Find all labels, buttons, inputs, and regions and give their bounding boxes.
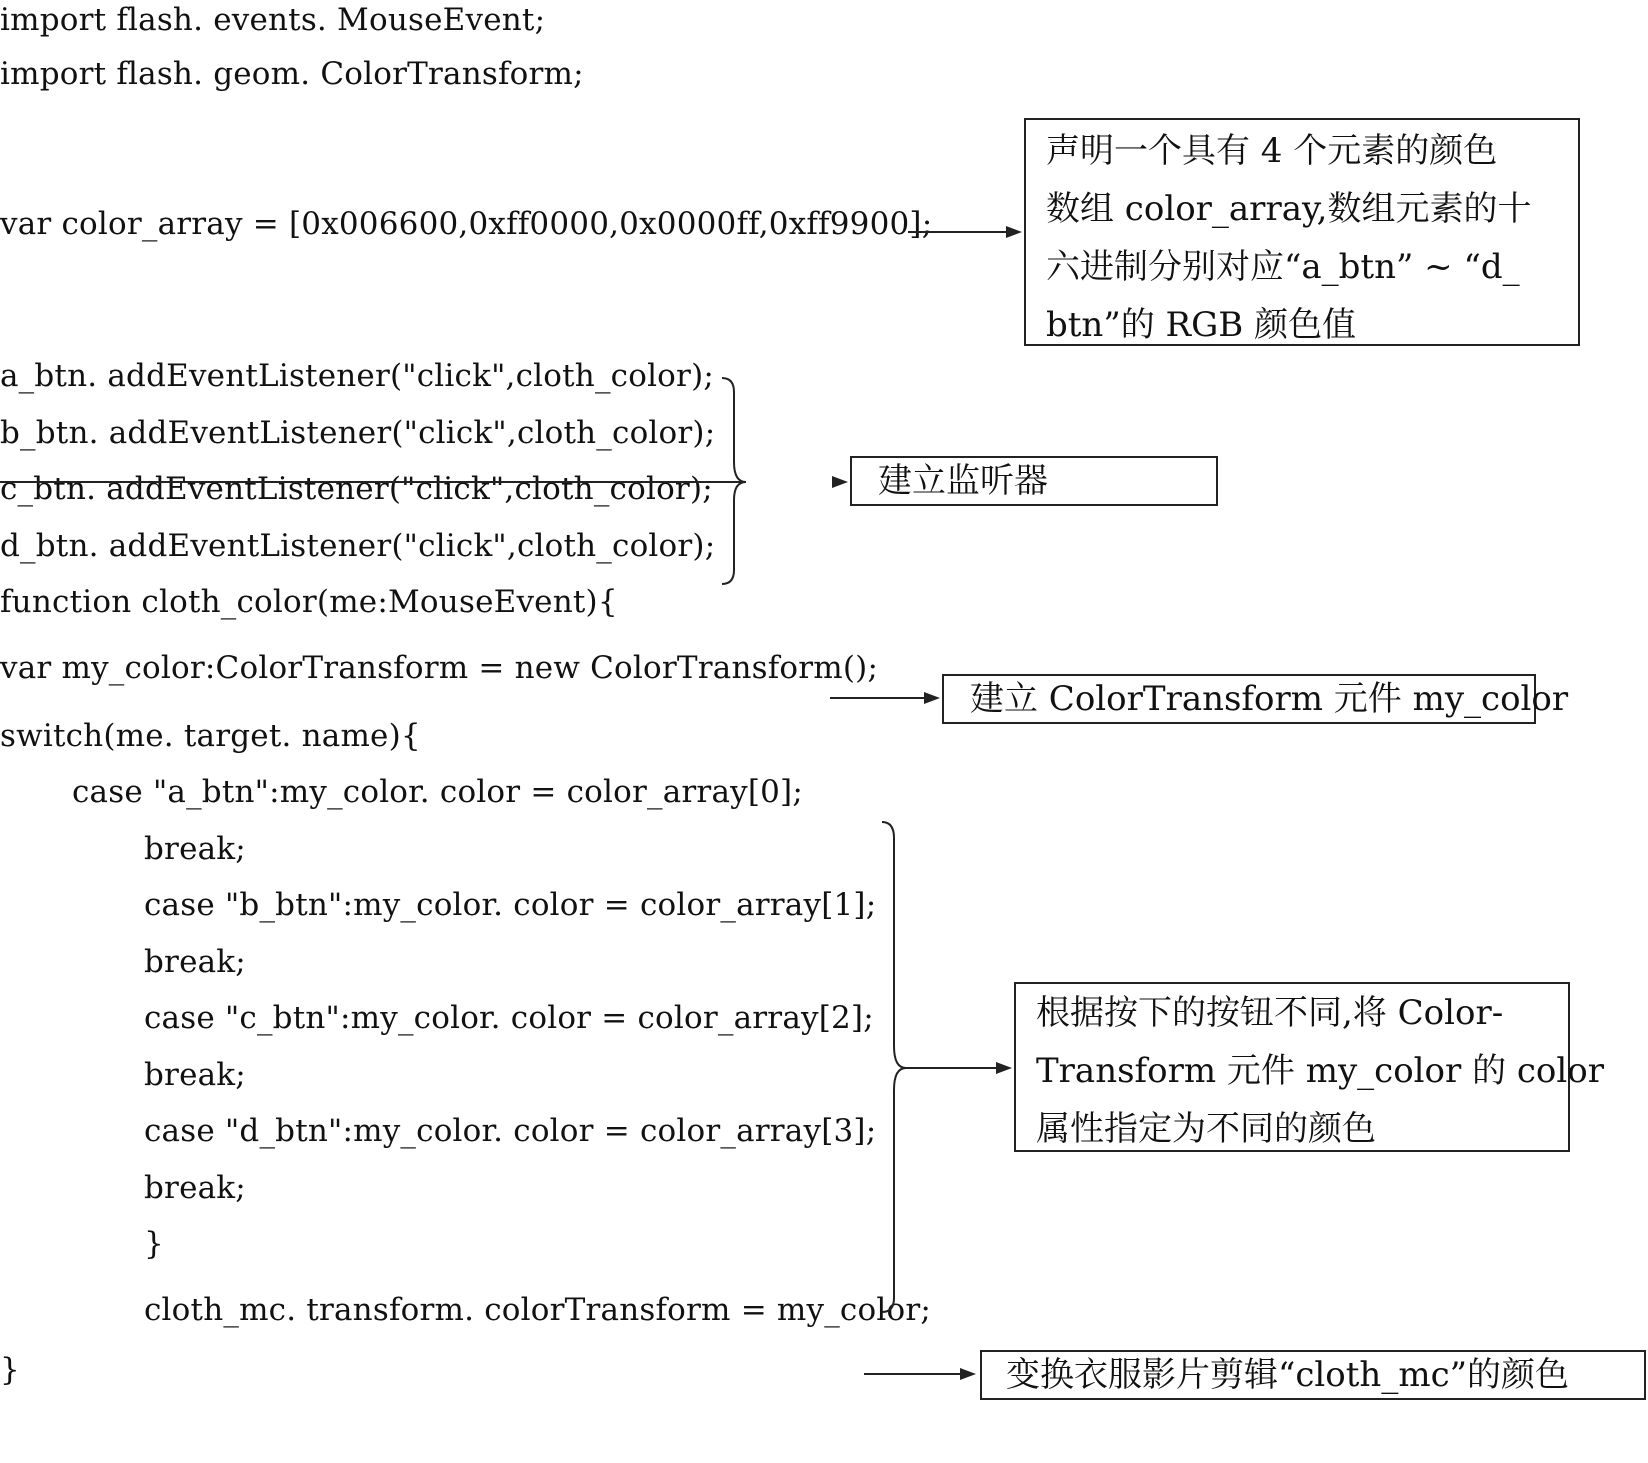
- note-color-array-line-4: btn”的 RGB 颜色值: [1046, 305, 1357, 345]
- note-color-array-line-2: 数组 color_array,数组元素的十: [1046, 189, 1532, 229]
- note-color-transform: [942, 674, 1569, 724]
- code-listener-c: c_btn. addEventListener("click",cloth_color);: [0, 471, 713, 507]
- code-case-b: case "b_btn":my_color. color = color_array[1];: [144, 887, 877, 923]
- note-transform: [980, 1350, 1646, 1400]
- note-listeners-text: 建立监听器: [878, 461, 1048, 501]
- code-switch-close: }: [144, 1226, 164, 1262]
- arrowhead-switch-cases: [996, 1062, 1012, 1074]
- note-switch-line-1: 根据按下的按钮不同,将 Color-: [1036, 993, 1504, 1033]
- code-listener-b: b_btn. addEventListener("click",cloth_color);: [0, 415, 716, 451]
- code-import-color-transform: import flash. geom. ColorTransform;: [0, 56, 584, 92]
- note-transform-text: 变换衣服影片剪辑“cloth_mc”的颜色: [1006, 1355, 1569, 1395]
- code-switch-open: switch(me. target. name){: [0, 718, 421, 754]
- brace-switch-cases: [882, 822, 906, 1312]
- note-switch-cases: [1014, 982, 1604, 1152]
- arrowhead-transform: [960, 1368, 976, 1380]
- note-color-array-line-3: 六进制分别对应“a_btn” ~ “d_: [1046, 247, 1520, 287]
- code-color-transform-declaration: var my_color:ColorTransform = new ColorTransform();: [0, 650, 879, 686]
- code-color-array-declaration: var color_array = [0x006600,0xff0000,0x0000ff,0xff9900];: [0, 206, 933, 242]
- note-switch-line-3: 属性指定为不同的颜色: [1036, 1109, 1376, 1149]
- code-break-4: break;: [144, 1170, 246, 1206]
- code-import-mouse-event: import flash. events. MouseEvent;: [0, 2, 546, 38]
- code-assign-color-transform: cloth_mc. transform. colorTransform = my_color;: [144, 1292, 932, 1328]
- code-case-d: case "d_btn":my_color. color = color_array[3];: [144, 1113, 877, 1149]
- note-color-array: [1024, 118, 1580, 346]
- brace-listeners: [722, 378, 746, 584]
- code-break-2: break;: [144, 944, 246, 980]
- arrowhead-color-array: [1006, 226, 1022, 238]
- arrowhead-color-transform: [924, 692, 940, 704]
- code-break-3: break;: [144, 1057, 246, 1093]
- code-listener-a: a_btn. addEventListener("click",cloth_color);: [0, 358, 715, 394]
- arrowhead-listeners: [832, 476, 848, 488]
- code-case-a: case "a_btn":my_color. color = color_array[0];: [72, 774, 803, 810]
- note-listeners: [850, 456, 1218, 506]
- code-listener-d: d_btn. addEventListener("click",cloth_color);: [0, 528, 716, 564]
- note-switch-line-2: Transform 元件 my_color 的 color: [1036, 1051, 1604, 1091]
- note-color-transform-text: 建立 ColorTransform 元件 my_color: [970, 679, 1569, 719]
- code-function-close: }: [0, 1352, 20, 1388]
- note-color-array-line-1: 声明一个具有 4 个元素的颜色: [1046, 131, 1498, 171]
- code-function-declaration: function cloth_color(me:MouseEvent){: [0, 584, 618, 620]
- code-break-1: break;: [144, 831, 246, 867]
- code-case-c: case "c_btn":my_color. color = color_array[2];: [144, 1000, 874, 1036]
